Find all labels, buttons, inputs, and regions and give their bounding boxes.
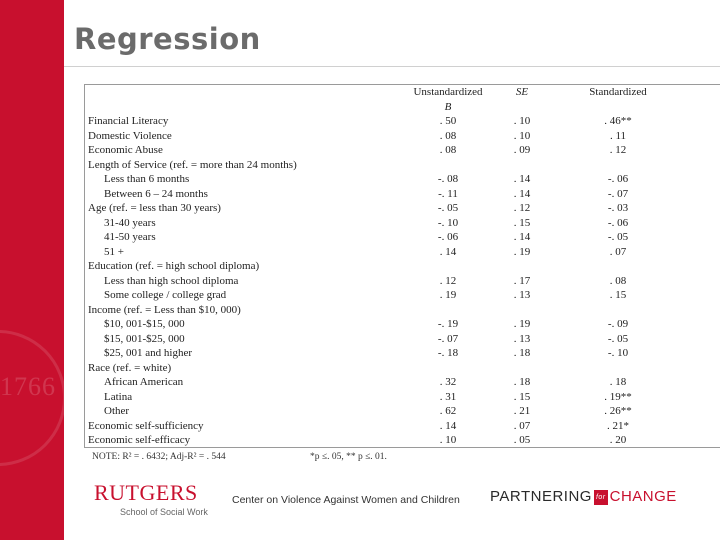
row-label: 51 + xyxy=(104,245,124,258)
title-divider xyxy=(64,66,720,67)
ptc-word-change: CHANGE xyxy=(609,488,677,505)
partnering-for-change-logo xyxy=(490,488,677,505)
table-row xyxy=(88,259,708,274)
row-label: Less than 6 months xyxy=(104,173,190,185)
cell-se: . 14 xyxy=(513,187,531,200)
row-label: Education (ref. = high school diploma) xyxy=(88,260,260,272)
table-row xyxy=(88,158,708,173)
cell-se: . 18 xyxy=(513,376,531,388)
cell-se: . 09 xyxy=(513,144,531,156)
cell-standardized: -. 03 xyxy=(607,202,629,214)
cell-standardized: . 12 xyxy=(609,144,627,156)
cell-standardized: . 07 xyxy=(609,245,627,258)
cell-se: . 12 xyxy=(513,202,531,214)
cell-se: . 14 xyxy=(513,231,531,243)
table-row xyxy=(88,346,708,361)
cell-se: . 05 xyxy=(513,434,531,446)
rutgers-logo: RUTGERS xyxy=(94,480,198,505)
header-standardized: Standardized xyxy=(589,86,647,98)
cell-b: . 50 xyxy=(439,115,457,127)
cell-b: -. 11 xyxy=(438,187,458,200)
row-label: Financial Literacy xyxy=(88,115,169,127)
cell-standardized: -. 07 xyxy=(607,187,629,200)
row-label: African American xyxy=(104,376,184,388)
cell-b: -. 07 xyxy=(437,332,459,345)
table-row xyxy=(88,390,708,405)
cell-b: -. 19 xyxy=(437,318,459,330)
row-label: Less than high school diploma xyxy=(104,274,239,287)
ptc-word-partnering: PARTNERING xyxy=(490,488,592,505)
table-row xyxy=(88,419,708,434)
cell-se: . 19 xyxy=(513,318,531,330)
model-fit-note: NOTE: R² = . 6432; Adj-R² = . 544 xyxy=(92,452,226,462)
school-name: School of Social Work xyxy=(120,507,208,517)
table-row xyxy=(88,433,708,448)
cell-b: . 10 xyxy=(439,434,457,446)
row-label: Between 6 – 24 months xyxy=(104,187,208,200)
row-label: Economic Abuse xyxy=(88,144,163,156)
table-row xyxy=(88,361,708,376)
header-se: SE xyxy=(515,86,529,98)
cell-se: . 18 xyxy=(513,347,531,359)
cell-se: . 10 xyxy=(513,115,531,127)
cell-b: . 62 xyxy=(439,405,457,417)
cell-standardized: -. 09 xyxy=(607,318,629,330)
cell-se: . 17 xyxy=(513,274,531,287)
row-label: Race (ref. = white) xyxy=(88,361,172,374)
row-label: $25, 001 and higher xyxy=(104,347,192,359)
cell-standardized: . 19** xyxy=(604,390,632,403)
table-row xyxy=(88,245,708,260)
cell-standardized: -. 05 xyxy=(607,231,629,243)
center-name: Center on Violence Against Women and Children xyxy=(232,494,460,506)
table-row xyxy=(88,129,708,144)
row-label: Latina xyxy=(104,390,133,403)
slide-title: Regression xyxy=(74,22,261,56)
cell-b: -. 06 xyxy=(437,231,459,243)
cell-b: . 08 xyxy=(439,129,457,142)
cell-standardized: -. 10 xyxy=(607,347,629,359)
table-row xyxy=(88,172,708,187)
table-row xyxy=(88,230,708,245)
significance-note: *p ≤. 05, ** p ≤. 01. xyxy=(310,452,387,462)
header-unstandardized: Unstandardized xyxy=(413,86,483,98)
seal-year: 1766 xyxy=(0,372,56,401)
cell-se: . 07 xyxy=(513,419,531,432)
cell-se: . 19 xyxy=(513,245,531,258)
cell-standardized: . 20 xyxy=(609,434,627,446)
cell-standardized: . 21* xyxy=(607,419,629,432)
table-row xyxy=(88,216,708,231)
row-label: Other xyxy=(104,405,130,417)
cell-b: -. 05 xyxy=(437,202,459,214)
cell-standardized: . 46** xyxy=(604,115,632,127)
table-row xyxy=(88,274,708,289)
table-row xyxy=(88,143,708,158)
cell-standardized: . 11 xyxy=(609,129,627,142)
table-row xyxy=(88,375,708,390)
row-label: 31-40 years xyxy=(104,216,156,229)
cell-standardized: -. 05 xyxy=(607,332,629,345)
cell-b: . 12 xyxy=(439,274,457,287)
cell-standardized: -. 06 xyxy=(607,173,629,185)
cell-b: . 14 xyxy=(439,419,457,432)
cell-b: -. 10 xyxy=(437,216,459,229)
table-row xyxy=(88,332,708,347)
cell-standardized: . 18 xyxy=(609,376,627,388)
cell-standardized: . 26** xyxy=(604,405,632,417)
cell-se: . 15 xyxy=(513,390,531,403)
cell-se: . 14 xyxy=(513,173,531,185)
cell-b: -. 08 xyxy=(437,173,459,185)
row-label: $10, 001-$15, 000 xyxy=(104,318,185,330)
cell-b: -. 18 xyxy=(437,347,459,359)
cell-standardized: -. 06 xyxy=(607,216,629,229)
table-row xyxy=(88,404,708,419)
table-row xyxy=(88,187,708,202)
cell-se: . 10 xyxy=(513,129,531,142)
cell-b: . 32 xyxy=(439,376,457,388)
row-label: Age (ref. = less than 30 years) xyxy=(88,202,221,214)
header-b: B xyxy=(444,100,452,113)
cell-b: . 19 xyxy=(439,289,457,301)
ptc-word-for: for xyxy=(594,490,608,505)
table-row xyxy=(88,317,708,332)
cell-standardized: . 08 xyxy=(609,274,627,287)
brand-sidebar xyxy=(0,0,64,540)
row-label: Income (ref. = Less than $10, 000) xyxy=(88,303,241,316)
row-label: Some college / college grad xyxy=(104,289,227,301)
row-label: 41-50 years xyxy=(104,231,156,243)
cell-se: . 13 xyxy=(513,332,531,345)
table-row xyxy=(88,303,708,318)
cell-b: . 14 xyxy=(439,245,457,258)
cell-b: . 31 xyxy=(439,390,457,403)
row-label: Economic self-efficacy xyxy=(88,434,191,446)
row-label: Domestic Violence xyxy=(88,129,172,142)
row-label: Length of Service (ref. = more than 24 months) xyxy=(88,158,297,171)
cell-b: . 08 xyxy=(439,144,457,156)
cell-se: . 21 xyxy=(513,405,531,417)
table-row xyxy=(88,201,708,216)
cell-se: . 15 xyxy=(513,216,531,229)
row-label: $15, 001-$25, 000 xyxy=(104,332,185,345)
table-row xyxy=(88,114,708,129)
table-row xyxy=(88,288,708,303)
row-label: Economic self-sufficiency xyxy=(88,419,204,432)
cell-se: . 13 xyxy=(513,289,531,301)
cell-standardized: . 15 xyxy=(609,289,627,301)
